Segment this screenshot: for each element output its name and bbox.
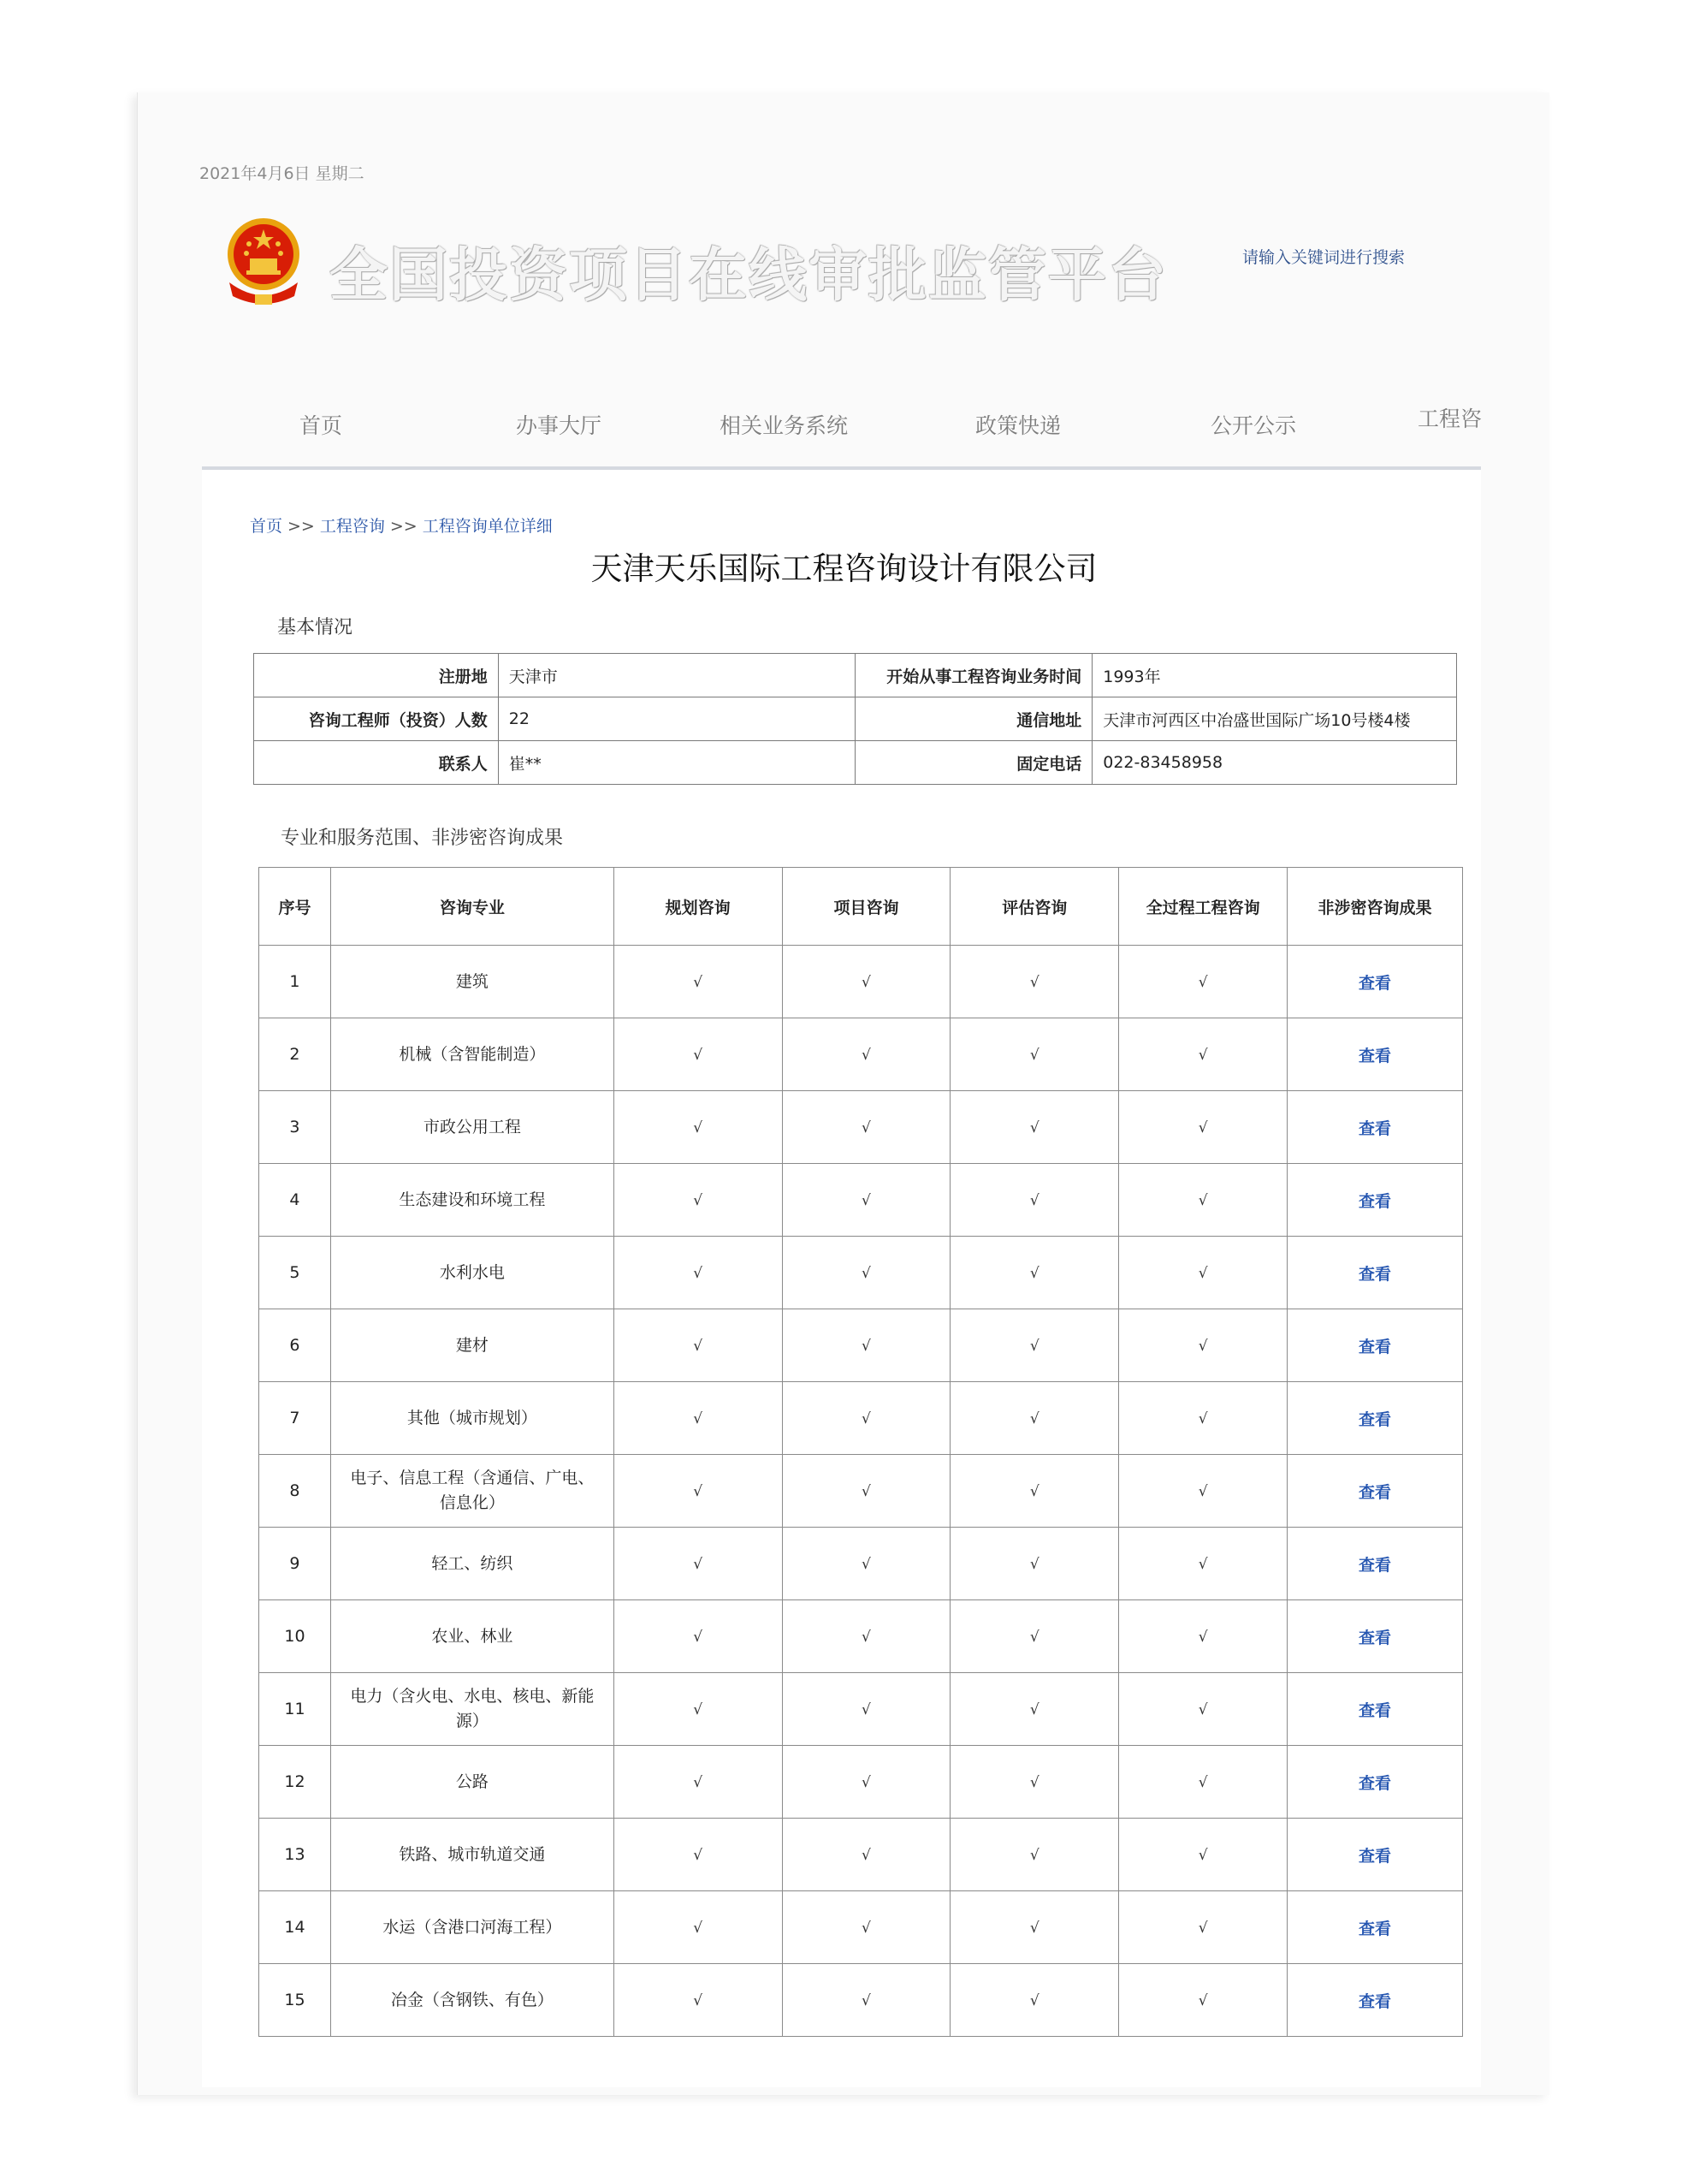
row-number: 8 xyxy=(259,1455,331,1528)
table-row xyxy=(254,697,1457,741)
row-number: 9 xyxy=(259,1528,331,1600)
breadcrumb-separator: >> xyxy=(389,517,418,536)
check-mark-icon: √ xyxy=(862,1774,871,1791)
check-mark-icon: √ xyxy=(862,1847,871,1864)
row-number: 3 xyxy=(259,1091,331,1164)
check-mark-icon: √ xyxy=(1029,1774,1039,1791)
header-evaluation: 评估咨询 xyxy=(951,868,1119,946)
check-mark-icon: √ xyxy=(862,1556,871,1573)
check-mark-icon: √ xyxy=(693,1556,703,1573)
table-row xyxy=(259,1600,1463,1673)
header-project: 项目咨询 xyxy=(782,868,951,946)
view-link[interactable]: 查看 xyxy=(1359,1700,1392,1720)
table-row xyxy=(259,1382,1463,1455)
check-mark-icon: √ xyxy=(862,1192,871,1209)
header-results: 非涉密咨询成果 xyxy=(1288,868,1463,946)
check-mark-icon: √ xyxy=(1198,1847,1208,1864)
basic-info-title: 基本情况 xyxy=(277,617,353,638)
breadcrumb-current[interactable]: 工程咨询单位详细 xyxy=(422,517,553,536)
check-mark-icon: √ xyxy=(862,1119,871,1137)
check-mark-icon: √ xyxy=(1029,1701,1039,1718)
row-major: 冶金（含钢铁、有色） xyxy=(330,1964,613,2037)
info-label: 固定电话 xyxy=(856,741,1093,785)
nav-policy-express[interactable]: 政策快递 xyxy=(975,413,1062,438)
table-row xyxy=(259,1819,1463,1891)
check-mark-icon: √ xyxy=(1029,1556,1039,1573)
check-mark-icon: √ xyxy=(1198,1410,1208,1427)
info-value: 天津市河西区中冶盛世国际广场10号楼4楼 xyxy=(1093,697,1457,741)
row-major: 水运（含港口河海工程） xyxy=(330,1891,613,1964)
company-name: 天津天乐国际工程咨询设计有限公司 xyxy=(590,550,1098,587)
check-mark-icon: √ xyxy=(1029,1265,1039,1282)
services-table-body xyxy=(259,946,1463,2037)
table-row xyxy=(259,946,1463,1018)
check-mark-icon: √ xyxy=(1029,1847,1039,1864)
check-mark-icon: √ xyxy=(1029,1119,1039,1137)
info-value: 崔** xyxy=(498,741,856,785)
view-link[interactable]: 查看 xyxy=(1359,1410,1392,1429)
check-mark-icon: √ xyxy=(693,1483,703,1500)
row-major: 市政公用工程 xyxy=(330,1091,613,1164)
row-number: 15 xyxy=(259,1964,331,2037)
check-mark-icon: √ xyxy=(1198,1192,1208,1209)
info-label: 开始从事工程咨询业务时间 xyxy=(856,654,1093,697)
row-number: 2 xyxy=(259,1018,331,1091)
main-nav xyxy=(203,257,1486,462)
row-major: 电子、信息工程（含通信、广电、信息化） xyxy=(330,1455,613,1528)
table-row xyxy=(259,1964,1463,2037)
check-mark-icon: √ xyxy=(1029,1483,1039,1500)
check-mark-icon: √ xyxy=(693,1119,703,1137)
check-mark-icon: √ xyxy=(693,1629,703,1646)
view-link[interactable]: 查看 xyxy=(1359,1773,1392,1793)
breadcrumb-home[interactable]: 首页 xyxy=(250,517,283,536)
check-mark-icon: √ xyxy=(1198,1629,1208,1646)
view-link[interactable]: 查看 xyxy=(1359,1046,1392,1065)
check-mark-icon: √ xyxy=(862,1483,871,1500)
table-row xyxy=(259,1309,1463,1382)
check-mark-icon: √ xyxy=(693,1410,703,1427)
info-label: 注册地 xyxy=(254,654,499,697)
services-table xyxy=(258,867,1463,2037)
table-row xyxy=(259,1528,1463,1600)
info-value: 22 xyxy=(498,697,856,741)
check-mark-icon: √ xyxy=(693,1047,703,1064)
check-mark-icon: √ xyxy=(1029,974,1039,991)
row-major: 轻工、纺织 xyxy=(330,1528,613,1600)
nav-public-notice[interactable]: 公开公示 xyxy=(1211,413,1297,438)
header-planning: 规划咨询 xyxy=(613,868,782,946)
table-row xyxy=(259,1237,1463,1309)
check-mark-icon: √ xyxy=(1198,1119,1208,1137)
row-number: 10 xyxy=(259,1600,331,1673)
header-whole-process: 全过程工程咨询 xyxy=(1119,868,1288,946)
check-mark-icon: √ xyxy=(693,1847,703,1864)
check-mark-icon: √ xyxy=(693,1920,703,1937)
info-value: 天津市 xyxy=(498,654,856,697)
row-major: 公路 xyxy=(330,1746,613,1819)
check-mark-icon: √ xyxy=(1198,1047,1208,1064)
check-mark-icon: √ xyxy=(1029,1192,1039,1209)
row-major: 机械（含智能制造） xyxy=(330,1018,613,1091)
view-link[interactable]: 查看 xyxy=(1359,1846,1392,1866)
check-mark-icon: √ xyxy=(862,1920,871,1937)
check-mark-icon: √ xyxy=(1029,1047,1039,1064)
nav-service-hall[interactable]: 办事大厅 xyxy=(516,413,602,438)
check-mark-icon: √ xyxy=(1198,1483,1208,1500)
check-mark-icon: √ xyxy=(862,1992,871,2009)
row-major: 建筑 xyxy=(330,946,613,1018)
check-mark-icon: √ xyxy=(862,1629,871,1646)
check-mark-icon: √ xyxy=(1198,1992,1208,2009)
row-number: 1 xyxy=(259,946,331,1018)
info-label: 通信地址 xyxy=(856,697,1093,741)
row-number: 6 xyxy=(259,1309,331,1382)
services-title: 专业和服务范围、非涉密咨询成果 xyxy=(281,828,564,849)
check-mark-icon: √ xyxy=(1029,1338,1039,1355)
table-header-row xyxy=(259,868,1463,946)
view-link[interactable]: 查看 xyxy=(1359,1555,1392,1575)
info-value: 1993年 xyxy=(1093,654,1457,697)
table-row xyxy=(259,1018,1463,1091)
row-number: 14 xyxy=(259,1891,331,1964)
nav-home[interactable]: 首页 xyxy=(299,413,343,438)
info-value: 022-83458958 xyxy=(1093,741,1457,785)
check-mark-icon: √ xyxy=(1198,1265,1208,1282)
row-number: 4 xyxy=(259,1164,331,1237)
table-row xyxy=(259,1091,1463,1164)
check-mark-icon: √ xyxy=(862,1338,871,1355)
view-link[interactable]: 查看 xyxy=(1359,1119,1392,1138)
check-mark-icon: √ xyxy=(693,1774,703,1791)
view-link[interactable]: 查看 xyxy=(1359,1991,1392,2011)
header-no: 序号 xyxy=(259,868,331,946)
row-number: 5 xyxy=(259,1237,331,1309)
row-major: 建材 xyxy=(330,1309,613,1382)
table-row xyxy=(259,1673,1463,1746)
check-mark-icon: √ xyxy=(862,1265,871,1282)
search-input[interactable]: 请输入关键词进行搜索 xyxy=(1242,248,1406,267)
row-major: 电力（含火电、水电、核电、新能源） xyxy=(330,1673,613,1746)
check-mark-icon: √ xyxy=(693,1338,703,1355)
check-mark-icon: √ xyxy=(1029,1410,1039,1427)
check-mark-icon: √ xyxy=(1029,1992,1039,2009)
row-number: 7 xyxy=(259,1382,331,1455)
view-link[interactable]: 查看 xyxy=(1359,1337,1392,1356)
breadcrumb-engineering-consulting[interactable]: 工程咨询 xyxy=(319,517,385,536)
row-major: 水利水电 xyxy=(330,1237,613,1309)
row-number: 13 xyxy=(259,1819,331,1891)
check-mark-icon: √ xyxy=(1198,1774,1208,1791)
table-row xyxy=(259,1746,1463,1819)
basic-info-table xyxy=(253,653,1457,785)
row-major: 农业、林业 xyxy=(330,1600,613,1673)
check-mark-icon: √ xyxy=(862,974,871,991)
view-link[interactable]: 查看 xyxy=(1359,1264,1392,1284)
check-mark-icon: √ xyxy=(1198,974,1208,991)
row-number: 12 xyxy=(259,1746,331,1819)
check-mark-icon: √ xyxy=(862,1410,871,1427)
check-mark-icon: √ xyxy=(693,974,703,991)
check-mark-icon: √ xyxy=(1198,1556,1208,1573)
header-major: 咨询专业 xyxy=(330,868,613,946)
info-label: 咨询工程师（投资）人数 xyxy=(254,697,499,741)
check-mark-icon: √ xyxy=(693,1265,703,1282)
info-label: 联系人 xyxy=(254,741,499,785)
check-mark-icon: √ xyxy=(693,1192,703,1209)
table-row xyxy=(259,1164,1463,1237)
table-row xyxy=(254,741,1457,785)
row-major: 铁路、城市轨道交通 xyxy=(330,1819,613,1891)
table-row xyxy=(259,1891,1463,1964)
check-mark-icon: √ xyxy=(693,1992,703,2009)
row-major: 其他（城市规划） xyxy=(330,1382,613,1455)
view-link[interactable]: 查看 xyxy=(1359,1191,1392,1211)
nav-related-systems[interactable]: 相关业务系统 xyxy=(720,413,849,438)
site-title: 全国投资项目在线审批监管平台 xyxy=(329,242,1169,310)
check-mark-icon: √ xyxy=(862,1701,871,1718)
row-number: 11 xyxy=(259,1673,331,1746)
view-link[interactable]: 查看 xyxy=(1359,973,1392,993)
view-link[interactable]: 查看 xyxy=(1359,1482,1392,1502)
check-mark-icon: √ xyxy=(1198,1920,1208,1937)
check-mark-icon: √ xyxy=(1198,1701,1208,1718)
row-major: 生态建设和环境工程 xyxy=(330,1164,613,1237)
check-mark-icon: √ xyxy=(1198,1338,1208,1355)
check-mark-icon: √ xyxy=(693,1701,703,1718)
view-link[interactable]: 查看 xyxy=(1359,1628,1392,1647)
view-link[interactable]: 查看 xyxy=(1359,1919,1392,1938)
table-row xyxy=(259,1455,1463,1528)
breadcrumb-separator: >> xyxy=(287,517,315,536)
nav-engineering[interactable]: 工程咨 xyxy=(1418,407,1483,431)
breadcrumb xyxy=(250,513,553,537)
date-label: 2021年4月6日 星期二 xyxy=(199,164,364,183)
check-mark-icon: √ xyxy=(1029,1629,1039,1646)
check-mark-icon: √ xyxy=(1029,1920,1039,1937)
table-row xyxy=(254,654,1457,697)
check-mark-icon: √ xyxy=(862,1047,871,1064)
